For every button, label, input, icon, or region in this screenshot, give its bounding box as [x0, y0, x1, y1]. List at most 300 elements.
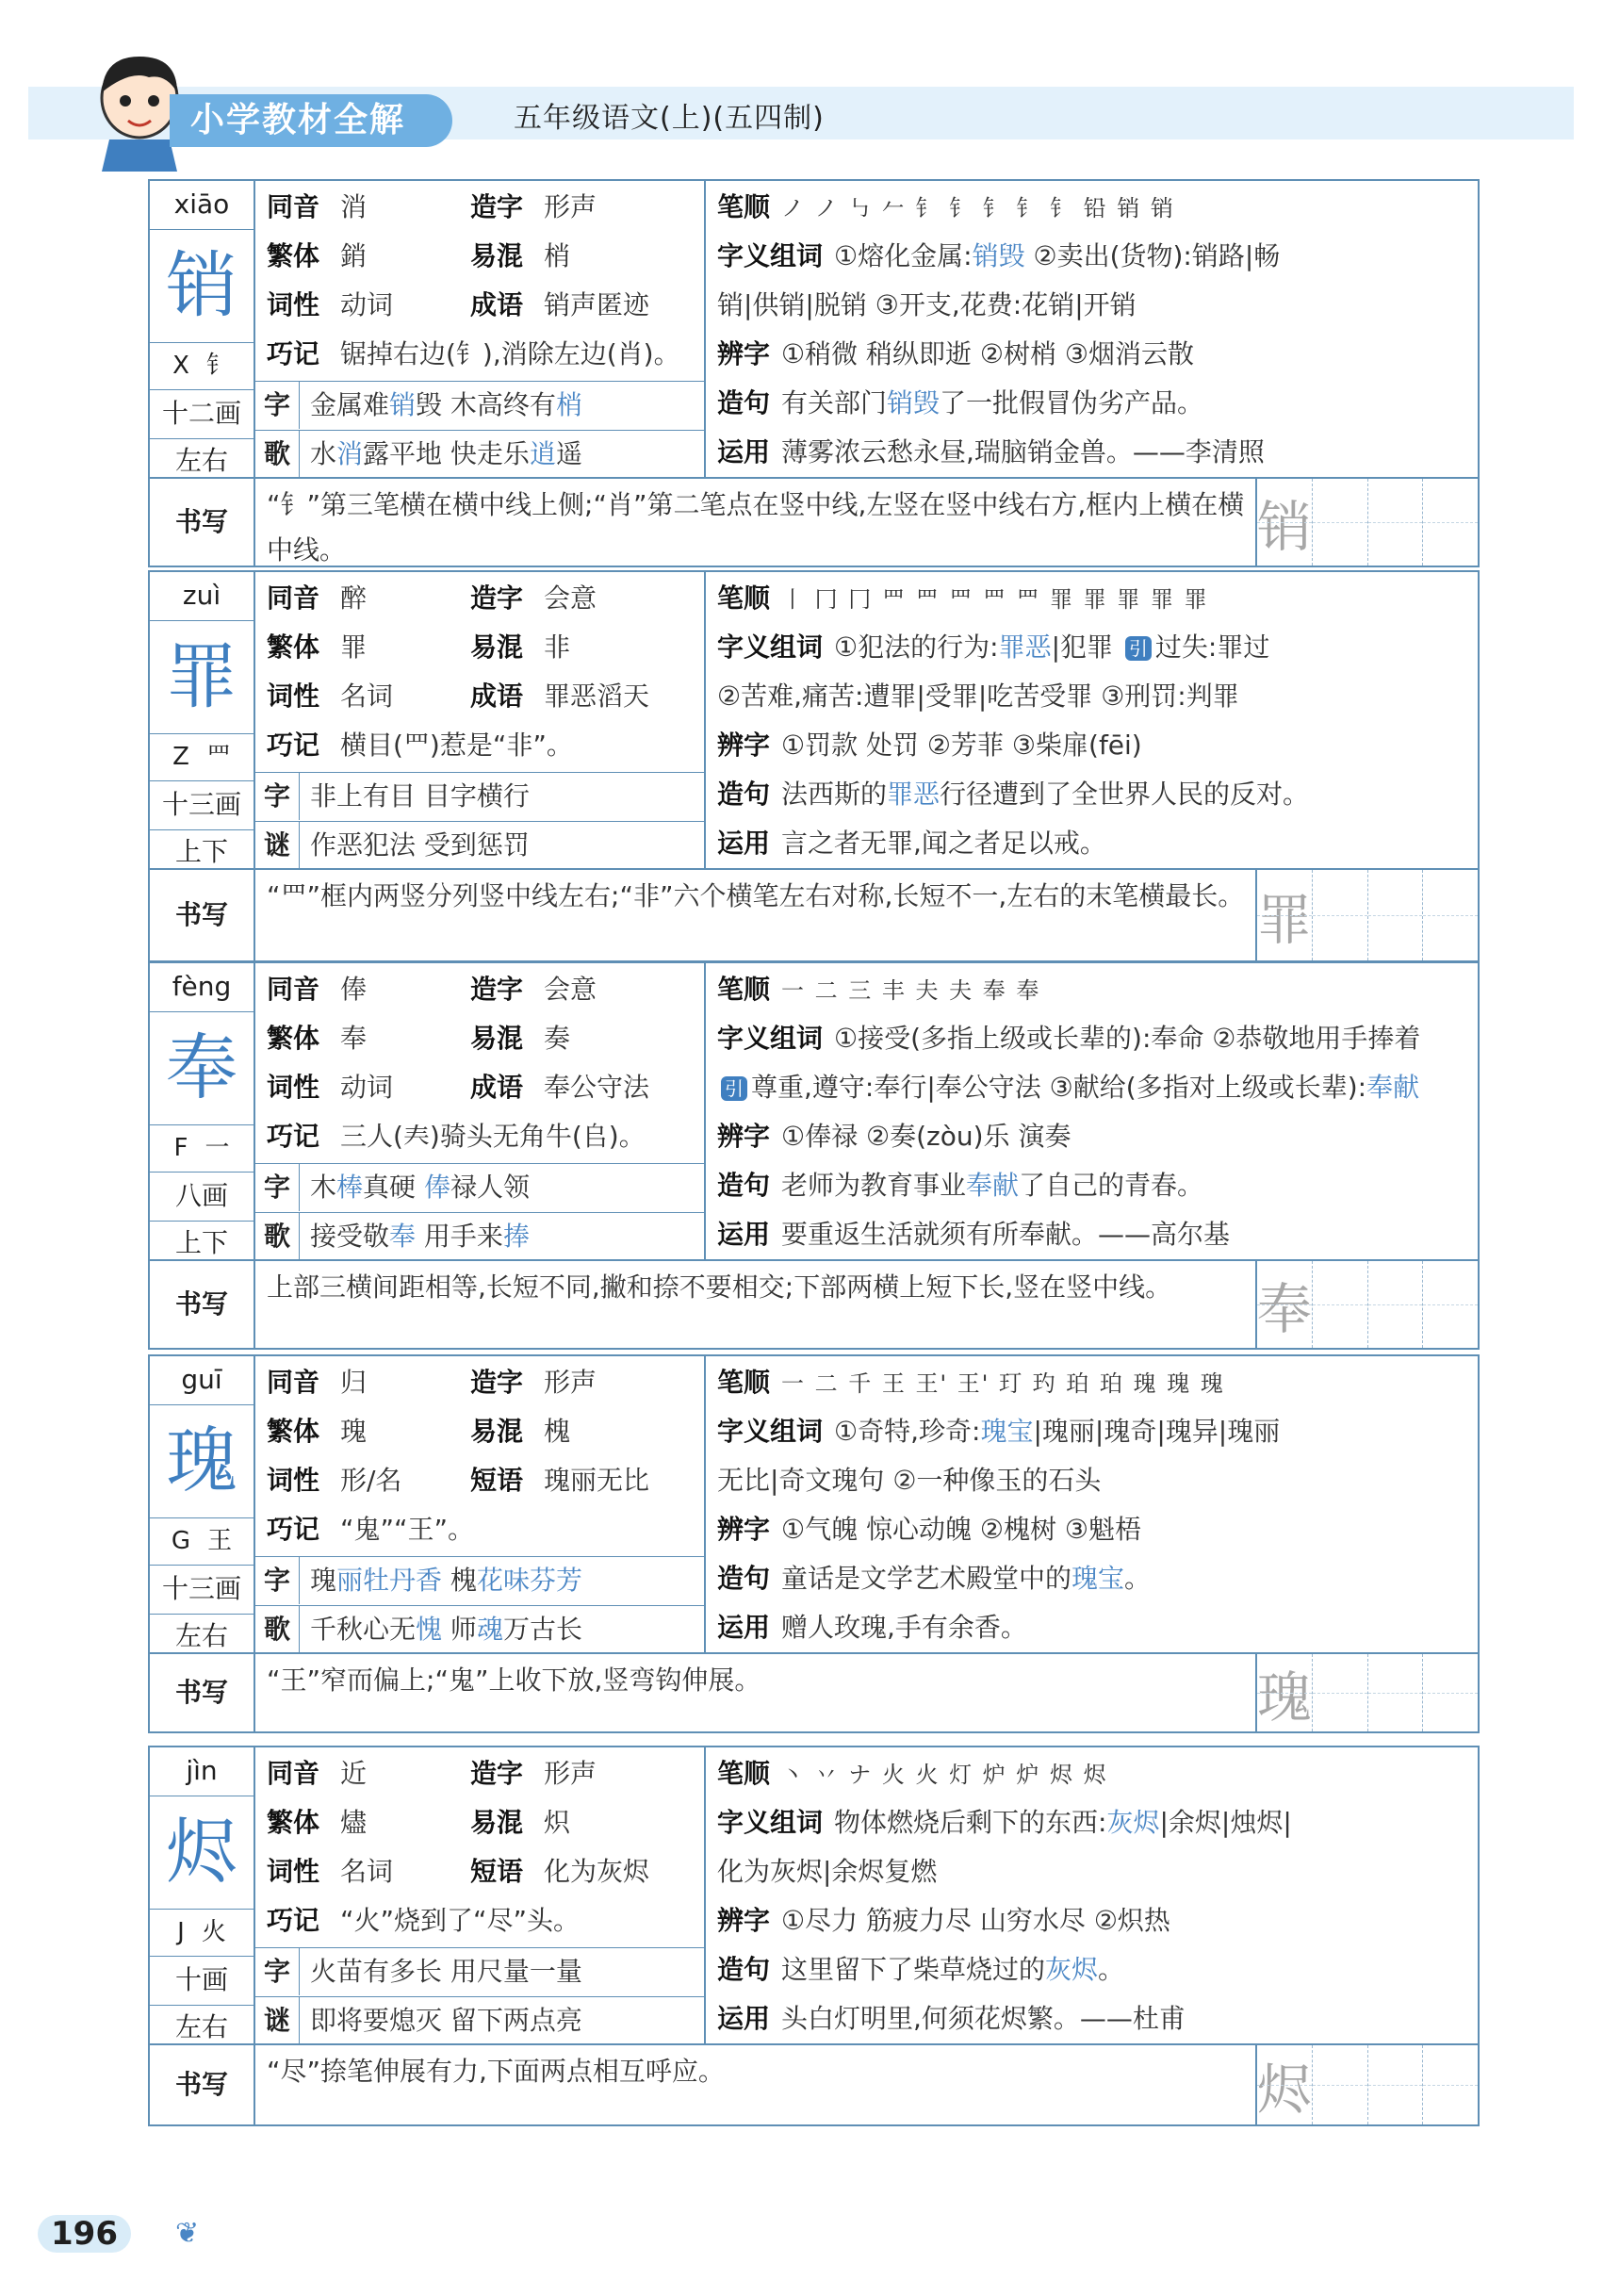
attribute-value: 会意 — [544, 974, 597, 1005]
attribute-value: 梢 — [544, 240, 571, 271]
stroke-order: 一 二 三 丰 夫 夫 奉 奉 — [781, 977, 1041, 1004]
meaning-seg: |瑰丽|瑰奇|瑰异|瑰丽 — [1033, 1416, 1281, 1447]
trace-character: 罪 — [1256, 888, 1312, 952]
index-letter-radical — [150, 734, 255, 781]
attribute-label: 易混 — [470, 1416, 524, 1447]
practice-cell[interactable] — [1313, 1261, 1368, 1348]
rhyme-text — [310, 1557, 582, 1604]
usage-column — [706, 181, 1478, 479]
practice-cell[interactable] — [1423, 1261, 1478, 1348]
sentence-row-label: 造句 — [717, 1563, 771, 1594]
attribute-label: 短语 — [470, 1465, 524, 1496]
rhyme-seg: 千秋心无 — [310, 1614, 417, 1645]
rhyme-label: 谜 — [255, 1997, 300, 2044]
char-card-fèng — [148, 961, 1480, 1350]
main-character: 瑰 — [150, 1405, 255, 1518]
leaf-icon: ❦ — [175, 2217, 200, 2250]
meaning-seg: |余烬|烛烬| — [1159, 1807, 1292, 1838]
attribute-column — [255, 1747, 706, 2045]
attribute-value: 銷 — [340, 240, 368, 271]
trace-character: 奉 — [1256, 1277, 1312, 1341]
attribute-label: 巧记 — [267, 1121, 320, 1152]
char-card-jìn — [148, 1746, 1480, 2126]
attribute-row — [255, 183, 706, 232]
rhyme-text — [310, 822, 530, 869]
writing-row — [150, 2045, 1478, 2124]
stroke-count: 十三画 — [150, 1566, 255, 1615]
rhyme-seg: 魂 — [476, 1614, 503, 1645]
attribute-label: 词性 — [267, 1072, 320, 1103]
attribute-row — [255, 623, 706, 672]
practice-cell[interactable] — [1423, 870, 1478, 960]
attribute-label: 造字 — [470, 974, 524, 1005]
attribute-label: 词性 — [267, 681, 320, 712]
main-character: 奉 — [150, 1012, 255, 1125]
meaning-seg: ①奇特,珍奇: — [834, 1416, 981, 1447]
distinguish-row-label: 辨字 — [717, 338, 771, 369]
writing-label: 书写 — [150, 2045, 255, 2124]
stroke-count: 十二画 — [150, 390, 255, 439]
sentence-seg: 这里留下了柴草烧过的 — [781, 1954, 1046, 1985]
rhyme-seg: 丽牡丹香 — [336, 1565, 450, 1596]
sentence-seg: 。 — [1098, 1954, 1125, 1985]
attribute-row — [255, 1749, 706, 1798]
stroke-order: 一 二 千 王 王' 王' 玎 玓 珀 珀 瑰 瑰 瑰 — [781, 1370, 1225, 1397]
rhyme-seg: 棒 — [336, 1172, 364, 1203]
rhyme-seg: 露平地 快走乐 — [363, 438, 530, 469]
brand-tag: 小学教材全解 — [170, 94, 452, 147]
mnemonic-text: 锯掉右边(钅),消除左边(肖)。 — [340, 338, 680, 369]
attribute-value: 瑰丽无比 — [544, 1465, 650, 1496]
attribute-value: 罪 — [340, 631, 368, 663]
attribute-row — [255, 574, 706, 623]
writing-row — [150, 479, 1478, 566]
attribute-row — [255, 281, 706, 330]
attribute-label: 同音 — [267, 191, 320, 222]
rhyme-seg: 火苗有多长 用尺量一量 — [310, 1956, 582, 1987]
structure: 左右 — [150, 437, 255, 486]
rhyme-text — [310, 773, 530, 820]
meaning-row-2 — [717, 281, 1471, 330]
practice-grid[interactable] — [1255, 2045, 1478, 2124]
attribute-value: 动词 — [340, 289, 394, 320]
radical: 罒 — [205, 743, 231, 771]
distinguish-text: ①罚款 处罚 ②芳菲 ③柴扉(fēi) — [781, 730, 1142, 761]
rhyme-text — [310, 1213, 530, 1260]
rhyme-seg: 逍 — [529, 438, 556, 469]
attribute-label: 成语 — [470, 289, 524, 320]
attribute-label: 成语 — [470, 681, 524, 712]
attribute-row — [255, 1456, 706, 1505]
pinyin: fèng — [150, 963, 255, 1012]
sentence-seg: 了自己的青春。 — [1019, 1170, 1204, 1201]
mnemonic-row — [255, 721, 706, 770]
sentence-row-label: 造句 — [717, 779, 771, 810]
char-card-zuì — [148, 570, 1480, 962]
distinguish-row-label: 辨字 — [717, 730, 771, 761]
usage-column — [706, 1747, 1478, 2045]
usage-row-label: 运用 — [717, 2003, 771, 2034]
sentence-seg: 老师为教育事业 — [781, 1170, 967, 1201]
attribute-value: 醉 — [340, 582, 368, 614]
rhyme-text — [310, 1164, 530, 1211]
distinguish-text: ①稍微 稍纵即逝 ②树梢 ③烟消云散 — [781, 338, 1195, 369]
practice-cell[interactable] — [1313, 1654, 1368, 1731]
meaning-seg: ①犯法的行为: — [834, 631, 999, 663]
attribute-value: 形声 — [544, 1367, 597, 1398]
rhyme-seg: 销 — [389, 389, 417, 420]
practice-cell[interactable] — [1368, 1654, 1424, 1731]
attribute-value: 近 — [340, 1758, 368, 1789]
trace-character: 烬 — [1256, 2058, 1312, 2122]
attribute-label: 词性 — [267, 1856, 320, 1887]
attribute-row — [255, 232, 706, 281]
rhyme-label: 谜 — [255, 822, 300, 869]
index-letter: Z — [172, 743, 189, 771]
practice-cell[interactable] — [1313, 479, 1368, 566]
stroke-order-row — [717, 574, 1471, 624]
attribute-value: 会意 — [544, 582, 597, 614]
stroke-order-row — [717, 1358, 1471, 1408]
rhyme-seg: 槐 — [450, 1565, 477, 1596]
writing-label: 书写 — [150, 1261, 255, 1348]
rhyme-seg: 消 — [336, 438, 364, 469]
sentence-row — [717, 1161, 1471, 1210]
attribute-value: 形声 — [544, 1758, 597, 1789]
rhyme-row — [255, 430, 706, 479]
meaning-row — [717, 1798, 1471, 1847]
attribute-label: 易混 — [470, 240, 524, 271]
stroke-order-row-label: 笔顺 — [717, 1758, 771, 1789]
sentence-text — [781, 387, 1203, 418]
meaning-seg: ①熔化金属: — [834, 240, 973, 271]
sentence-row-label: 造句 — [717, 1954, 771, 1985]
sentence-seg: 瑰宝 — [1071, 1563, 1125, 1594]
attribute-label: 巧记 — [267, 1905, 320, 1936]
rhyme-label: 字 — [255, 1948, 300, 1995]
distinguish-row — [717, 330, 1471, 379]
attribute-value: 非 — [544, 631, 571, 663]
stroke-order: ノ ノ ㇉ 𠂉 钅 钅 钅 钅 钅 铅 销 销 — [781, 195, 1175, 221]
meaning-seg: 销毁 — [972, 240, 1025, 271]
attribute-row — [255, 965, 706, 1014]
trace-character: 销 — [1256, 495, 1312, 559]
practice-cell[interactable] — [1313, 870, 1368, 960]
mnemonic-text: 三人(𡗗)骑头无角牛(𠂤)。 — [340, 1121, 646, 1152]
practice-cell[interactable] — [1257, 1654, 1313, 1731]
sentence-text — [781, 1170, 1203, 1201]
rhyme-row — [255, 1212, 706, 1261]
main-character: 烬 — [150, 1796, 255, 1910]
attribute-value: 燼 — [340, 1807, 368, 1838]
writing-tip: “王”窄而偏上;“鬼”上收下放,竖弯钩伸展。 — [267, 1665, 761, 1696]
radical: 火 — [201, 1918, 226, 1946]
meaning-row — [717, 1014, 1471, 1063]
rhyme-seg: 俸 — [423, 1172, 450, 1203]
structure: 左右 — [150, 2004, 255, 2053]
writing-tip: “尽”捺笔伸展有力,下面两点相互呼应。 — [267, 2056, 725, 2087]
index-letter: J — [177, 1918, 185, 1946]
meaning-text — [834, 1807, 1292, 1838]
pinyin: jìn — [150, 1747, 255, 1796]
mnemonic-text: “鬼”“王”。 — [340, 1514, 475, 1545]
rhyme-row — [255, 1556, 706, 1605]
usage-column — [706, 963, 1478, 1261]
mnemonic-row — [255, 1505, 706, 1554]
stroke-count: 八画 — [150, 1173, 255, 1222]
index-letter-radical — [150, 1910, 255, 1957]
usage-column — [706, 1356, 1478, 1654]
attribute-row — [255, 1847, 706, 1896]
attribute-label: 繁体 — [267, 1807, 320, 1838]
meaning-row-2 — [717, 1063, 1471, 1112]
rhyme-text — [310, 431, 582, 478]
rhyme-row — [255, 772, 706, 821]
sentence-row — [717, 770, 1471, 819]
structure: 上下 — [150, 828, 255, 877]
attribute-row — [255, 1798, 706, 1847]
structure: 左右 — [150, 1613, 255, 1662]
usage-text: 薄雾浓云愁永昼,瑞脑销金兽。——李清照 — [781, 436, 1265, 467]
rhyme-seg: 水 — [310, 438, 337, 469]
rhyme-seg: 禄人领 — [450, 1172, 530, 1203]
attribute-label: 同音 — [267, 582, 320, 614]
stroke-order: 丶 丷 ナ 火 火 灯 炉 炉 烬 烬 — [781, 1762, 1108, 1788]
sentence-seg: 。 — [1124, 1563, 1152, 1594]
meaning-text: ②苦难,痛苦:遭罪|受罪|吃苦受罪 ③刑罚:判罪 — [717, 681, 1239, 712]
attribute-row — [255, 1358, 706, 1407]
practice-cell[interactable] — [1423, 479, 1478, 566]
attribute-value: 奏 — [544, 1023, 571, 1054]
distinguish-row — [717, 1505, 1471, 1554]
rhyme-seg: 即将要熄灭 留下两点亮 — [310, 2005, 582, 2036]
meaning-seg: 物体燃烧后剩下的东西: — [834, 1807, 1107, 1838]
attribute-label: 造字 — [470, 1758, 524, 1789]
rhyme-seg: 万古长 — [502, 1614, 582, 1645]
distinguish-row-label: 辨字 — [717, 1905, 771, 1936]
practice-cell[interactable] — [1368, 870, 1424, 960]
attribute-label: 词性 — [267, 1465, 320, 1496]
rhyme-seg: 瑰 — [310, 1565, 337, 1596]
pinyin: zuì — [150, 572, 255, 621]
main-character: 销 — [150, 230, 255, 343]
meaning-text: 无比|奇文瑰句 ②一种像玉的石头 — [717, 1465, 1102, 1496]
writing-row — [150, 870, 1478, 960]
attribute-label: 巧记 — [267, 1514, 320, 1545]
rhyme-seg: 作恶犯法 受到惩罚 — [310, 829, 530, 861]
stroke-order-row-label: 笔顺 — [717, 1367, 771, 1398]
card-info — [150, 1747, 1478, 2045]
sentence-row — [717, 1945, 1471, 1994]
attribute-label: 繁体 — [267, 631, 320, 663]
radical: 一 — [204, 1134, 230, 1162]
attribute-value: 槐 — [544, 1416, 571, 1447]
stroke-order-row — [717, 183, 1471, 233]
usage-text: 要重返生活就须有所奉献。——高尔基 — [781, 1219, 1231, 1250]
meaning-row-2 — [717, 1456, 1471, 1505]
writing-tip: “罒”框内两竖分列竖中线左右;“非”六个横笔左右对称,长短不一,左右的末笔横最长。 — [267, 880, 1245, 911]
yin-badge-icon: 引 — [721, 1076, 747, 1101]
rhyme-text — [310, 1606, 582, 1653]
distinguish-text: ①尽力 筋疲力尽 山穷水尽 ②炽热 — [781, 1905, 1170, 1936]
attribute-value: 罪恶滔天 — [544, 681, 650, 712]
page-number: 196 — [38, 2215, 131, 2253]
rhyme-seg: 非上有目 目字横行 — [310, 780, 530, 812]
mnemonic-row — [255, 1896, 706, 1945]
attribute-label: 造字 — [470, 1367, 524, 1398]
index-letter-radical — [150, 343, 255, 390]
attribute-column — [255, 572, 706, 870]
practice-grid[interactable] — [1255, 1261, 1478, 1348]
attribute-value: 名词 — [340, 1856, 394, 1887]
stroke-count: 十三画 — [150, 781, 255, 830]
practice-cell[interactable] — [1368, 2045, 1424, 2124]
attribute-value: 消 — [340, 191, 368, 222]
stroke-order-row — [717, 965, 1471, 1015]
stroke-order-row-label: 笔顺 — [717, 974, 771, 1005]
stroke-count: 十画 — [150, 1957, 255, 2006]
usage-text: 头白灯明里,何须花烬繁。——杜甫 — [781, 2003, 1186, 2034]
rhyme-seg: 梢 — [555, 389, 582, 420]
rhyme-seg: 真硬 — [363, 1172, 424, 1203]
practice-cell[interactable] — [1257, 2045, 1313, 2124]
practice-cell[interactable] — [1257, 1261, 1313, 1348]
practice-cell[interactable] — [1423, 2045, 1478, 2124]
attribute-label: 成语 — [470, 1072, 524, 1103]
usage-row-label: 运用 — [717, 828, 771, 859]
rhyme-seg: 奉 — [389, 1221, 417, 1252]
sentence-seg: 有关部门 — [781, 387, 888, 418]
practice-cell[interactable] — [1313, 2045, 1368, 2124]
meaning-seg: 瑰宝 — [980, 1416, 1034, 1447]
sentence-text — [781, 1954, 1124, 1985]
radical: 王 — [207, 1527, 233, 1555]
practice-cell[interactable] — [1257, 479, 1313, 566]
page-header — [0, 0, 1603, 170]
meaning-row — [717, 232, 1471, 281]
meaning-row — [717, 1407, 1471, 1456]
meaning-row-2 — [717, 672, 1471, 721]
meaning-row-label: 字义组词 — [717, 631, 824, 663]
rhyme-label: 字 — [255, 382, 300, 429]
distinguish-row — [717, 721, 1471, 770]
attribute-label: 短语 — [470, 1856, 524, 1887]
practice-cell[interactable] — [1368, 479, 1424, 566]
attribute-label: 繁体 — [267, 1416, 320, 1447]
practice-cell[interactable] — [1257, 870, 1313, 960]
meaning-text: 尊重,遵守:奉行|奉公守法 ③献给(多指对上级或长辈): — [751, 1072, 1367, 1103]
rhyme-seg: 师 — [442, 1614, 477, 1645]
meaning-text: 化为灰烬|余烬复燃 — [717, 1856, 938, 1887]
usage-row — [717, 819, 1471, 868]
rhyme-seg: 金属难 — [310, 389, 390, 420]
attribute-value: 瑰 — [340, 1416, 368, 1447]
rhyme-row — [255, 381, 706, 430]
attribute-label: 巧记 — [267, 730, 320, 761]
meaning-row-label: 字义组词 — [717, 1416, 824, 1447]
rhyme-text — [310, 382, 582, 429]
attribute-label: 同音 — [267, 1367, 320, 1398]
attribute-column — [255, 963, 706, 1261]
attribute-row — [255, 1407, 706, 1456]
writing-row — [150, 1261, 1478, 1348]
rhyme-label: 歌 — [255, 431, 300, 478]
practice-cell[interactable] — [1423, 1654, 1478, 1731]
rhyme-seg: 毁 木高终有 — [416, 389, 556, 420]
practice-grid[interactable] — [1255, 870, 1478, 960]
card-info — [150, 181, 1478, 479]
rhyme-seg: 接受敬 — [310, 1221, 390, 1252]
sentence-row — [717, 1554, 1471, 1603]
rhyme-label: 歌 — [255, 1213, 300, 1260]
structure: 上下 — [150, 1220, 255, 1269]
mnemonic-text: “火”烧到了“尽”头。 — [340, 1905, 581, 1936]
index-letter: G — [171, 1527, 191, 1555]
writing-label: 书写 — [150, 1654, 255, 1731]
usage-row-label: 运用 — [717, 1219, 771, 1250]
yin-badge-icon: 引 — [1125, 636, 1152, 661]
attribute-label: 造字 — [470, 191, 524, 222]
meaning-row-label: 字义组词 — [717, 1807, 824, 1838]
index-letter-radical — [150, 1125, 255, 1173]
meaning-row-label: 字义组词 — [717, 240, 824, 271]
attribute-label: 易混 — [470, 1807, 524, 1838]
rhyme-seg: 用手来 — [416, 1221, 503, 1252]
writing-tip: 上部三横间距相等,长短不同,撇和捺不要相交;下部两横上短下长,竖在竖中线。 — [267, 1271, 1172, 1303]
usage-column — [706, 572, 1478, 870]
meaning-text: 销|供销|脱销 ③开支,花费:花销|开销 — [717, 289, 1137, 320]
attribute-value: 销声匿迹 — [544, 289, 650, 320]
distinguish-text: ①气魄 惊心动魄 ②槐树 ③魁梧 — [781, 1514, 1142, 1545]
mnemonic-row — [255, 1112, 706, 1161]
meaning-text — [834, 1023, 1420, 1054]
meaning-seg: |犯罪 — [1051, 631, 1121, 663]
rhyme-seg: 捧 — [502, 1221, 530, 1252]
index-letter: F — [173, 1134, 188, 1162]
practice-cell[interactable] — [1368, 1261, 1424, 1348]
writing-row — [150, 1654, 1478, 1731]
meaning-seg: ①接受(多指上级或长辈的):奉命 ②恭敬地用手捧着 — [834, 1023, 1421, 1054]
sentence-seg: 童话是文学艺术殿堂中的 — [781, 1563, 1072, 1594]
sentence-row-label: 造句 — [717, 387, 771, 418]
rhyme-seg: 遥 — [555, 438, 582, 469]
meaning-row-label: 字义组词 — [717, 1023, 824, 1054]
pinyin: xiāo — [150, 181, 255, 230]
attribute-value: 形/名 — [340, 1465, 402, 1496]
usage-row-label: 运用 — [717, 436, 771, 467]
meaning-row-2 — [717, 1847, 1471, 1896]
usage-row — [717, 1994, 1471, 2043]
attribute-label: 繁体 — [267, 240, 320, 271]
meaning-seg: 罪恶 — [998, 631, 1052, 663]
mnemonic-text: 横目(罒)惹是“非”。 — [340, 730, 573, 761]
sentence-text — [781, 779, 1309, 810]
attribute-column — [255, 181, 706, 479]
sentence-seg: 罪恶 — [887, 779, 941, 810]
trace-character: 瑰 — [1256, 1665, 1312, 1730]
practice-grid[interactable] — [1255, 479, 1478, 566]
meaning-seg: ②卖出(货物):销路|畅 — [1024, 240, 1281, 271]
radical: 钅 — [205, 352, 231, 380]
card-info — [150, 963, 1478, 1261]
sentence-seg: 了一批假冒伪劣产品。 — [940, 387, 1204, 418]
rhyme-seg: 愧 — [416, 1614, 443, 1645]
practice-grid[interactable] — [1255, 1654, 1478, 1731]
usage-row — [717, 1210, 1471, 1259]
sentence-text — [781, 1563, 1151, 1594]
meaning-row — [717, 623, 1471, 672]
writing-label: 书写 — [150, 870, 255, 960]
